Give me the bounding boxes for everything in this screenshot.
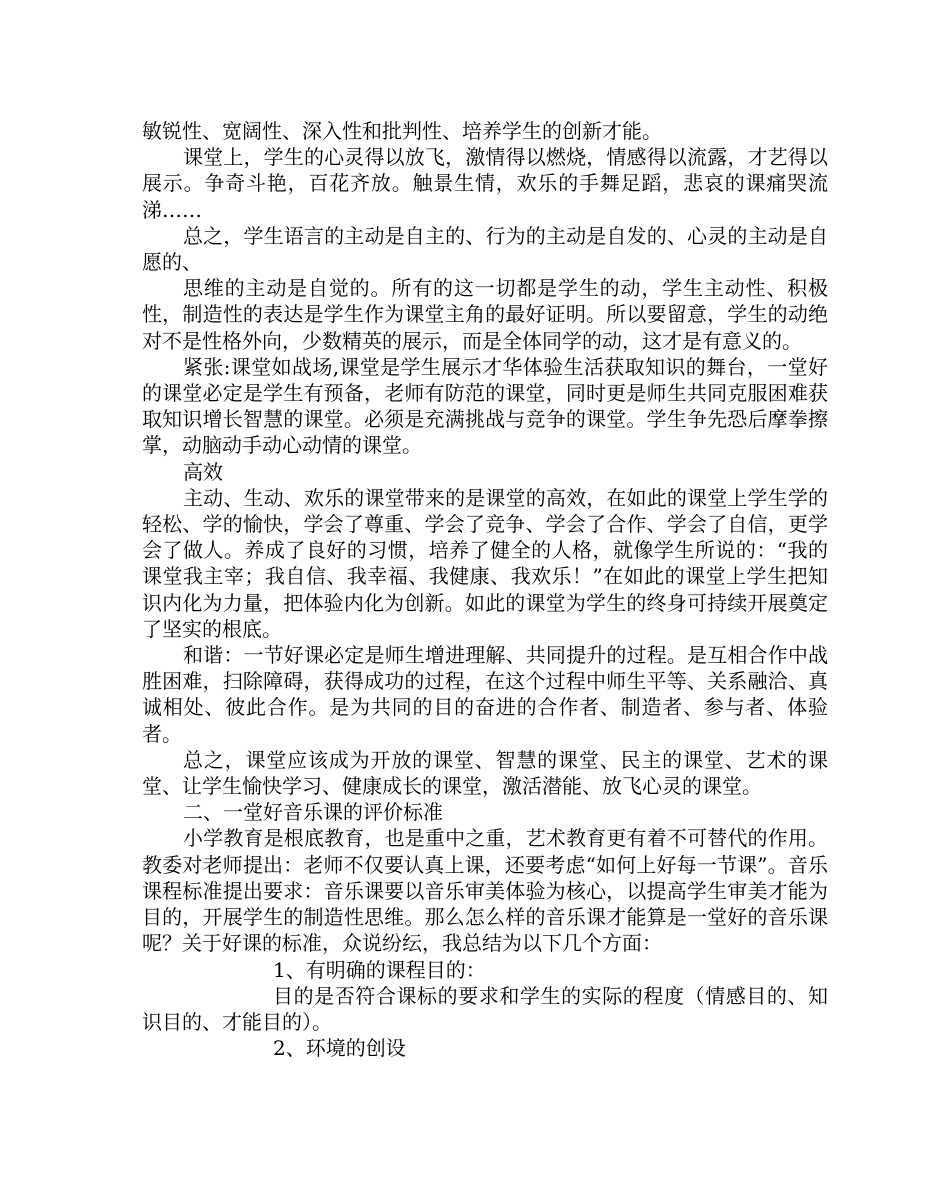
paragraph-6: 高效 (183, 459, 223, 484)
list-item-1-body: 目的是否符合课标的要求和学生的实际的程度（情感目的、知识目的、才能目的）。 (142, 983, 828, 1034)
paragraph-11: 小学教育是根底教育，也是重中之重，艺术教育更有着不可替代的作用。教委对老师提出：老师不仅要认真上课，还要考虑“如何上好每一节课”。音乐课程标准提出要求：音乐课要以音乐审美体验为核心，以提高学生审美才能为目的，开展学生的制造性思维。那么怎么样的音乐课才能算是一堂好的音乐课呢？关于好课的标准，众说纷纭，我总结为以下几个方面： (142, 826, 828, 956)
paragraph-5: 紧张:课堂如战场,课堂是学生展示才华体验生活获取知识的舞台，一堂好的课堂必定是学生有预备，老师有防范的课堂，同时更是师生共同克服困难获取知识增长智慧的课堂。必须是充满挑战与竞争的课堂。学生争先恐后摩拳擦掌，动脑动手动心动情的课堂。 (142, 354, 828, 458)
body-text (142, 118, 828, 1061)
paragraph-9: 总之，课堂应该成为开放的课堂、智慧的课堂、民主的课堂、艺术的课堂、让学生愉快学习、健康成长的课堂，激活潜能、放飞心灵的课堂。 (142, 747, 828, 799)
paragraph-8: 和谐：一节好课必定是师生增进理解、共同提升的过程。是互相合作中战胜困难，扫除障碍，获得成功的过程，在这个过程中师生平等、关系融洽、真诚相处、彼此合作。是为共同的目的奋进的合作者、制造者、参与者、体验者。 (142, 643, 828, 746)
section-heading: 二、一堂好音乐课的评价标准 (183, 800, 443, 825)
paragraph-2: 课堂上，学生的心灵得以放飞，激情得以燃烧，情感得以流露，才艺得以展示。争奇斗艳，百花齐放。触景生情，欢乐的手舞足蹈，悲哀的课痛哭流涕…… (142, 145, 828, 222)
list-item-2-heading: 2、环境的创设 (273, 1036, 406, 1061)
paragraph-7: 主动、生动、欢乐的课堂带来的是课堂的高效，在如此的课堂上学生学的轻松、学的愉快，学会了尊重、学会了竞争、学会了合作、学会了自信，更学会了做人。养成了良好的习惯，培养了健全的人格，就像学生所说的：“我的课堂我主宰；我自信、我幸福、我健康、我欢乐！”在如此的课堂上学生把知识内化为力量，把体验内化为创新。如此的课堂为学生的终身可持续开展奠定了坚实的根底。 (142, 485, 828, 641)
paragraph-4: 思维的主动是自觉的。所有的这一切都是学生的动，学生主动性、积极性，制造性的表达是学生作为课堂主角的最好证明。所以要留意，学生的动绝对不是性格外向，少数精英的展示，而是全体同学的动，这才是有意义的。 (142, 276, 828, 353)
paragraph-3: 总之，学生语言的主动是自主的、行为的主动是自发的、心灵的主动是自愿的、 (142, 223, 828, 275)
list-item-1-heading: 1、有明确的课程目的： (273, 957, 486, 982)
paragraph-1: 敏锐性、宽阔性、深入性和批判性、培养学生的创新才能。 (142, 119, 662, 143)
